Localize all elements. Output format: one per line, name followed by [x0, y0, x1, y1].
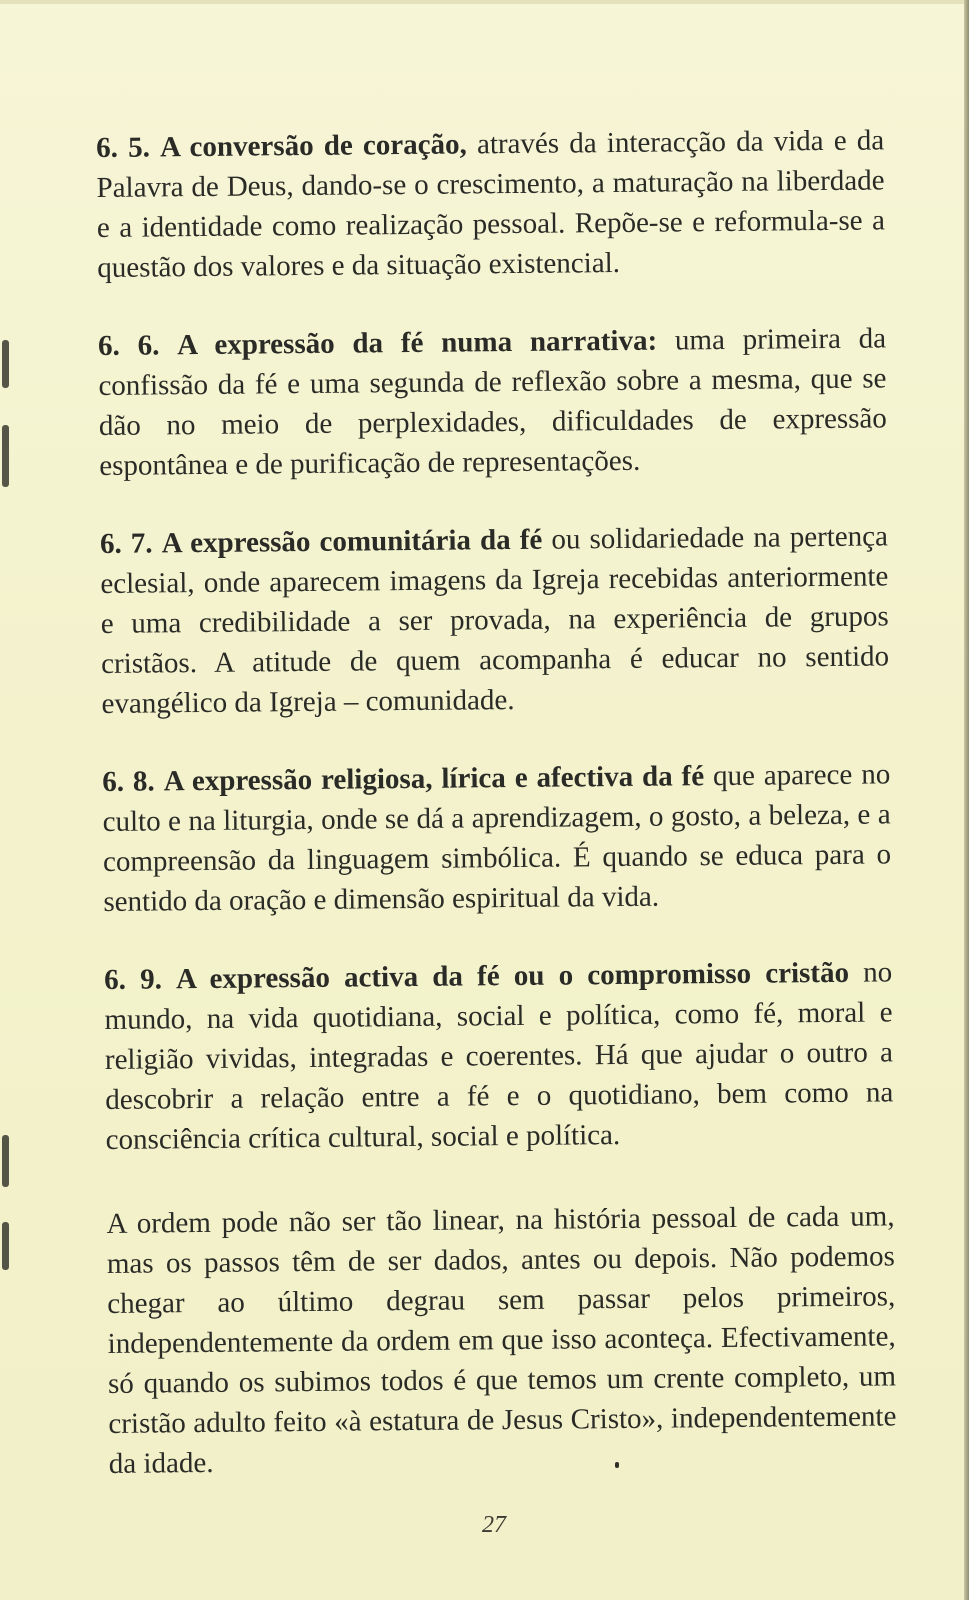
section-text: ou solidariedade na pertença eclesial, onde aparecem imagens da Igreja recebidas anteriormente e uma credibilidade a ser provada, na experiência de grupos cristãos. A atitude de quem acompanha é educar no sentido evangélico da Igreja – comunidade.: [100, 520, 890, 720]
binding-staple-mark: [2, 340, 9, 388]
section-text: uma primeira da confissão da fé e uma segunda de reflexão sobre a mesma, que se dão no meio de perplexidades, dificuldades de expressão espontânea e de purificação de representações.: [98, 322, 887, 482]
section-paragraph: [100, 516, 890, 724]
section-paragraph: [102, 754, 891, 922]
section-heading: A expressão religiosa, lírica e afectiva da fé: [163, 760, 705, 798]
section-heading: A expressão comunitária da fé: [161, 523, 543, 560]
section-text: no mundo, na vida quotidiana, social e política, como fé, moral e religião vividas, integradas e coerentes. Há que ajudar o outro a descobrir a relação entre a fé e o quotidiano, bem como na consciência crítica cultural, social e política.: [104, 956, 894, 1156]
ink-speck: [615, 1462, 619, 1468]
section-paragraph: [96, 120, 885, 288]
section-heading: A conversão de coração,: [159, 128, 467, 164]
section-paragraph: [98, 318, 887, 486]
page-number: 27: [482, 1512, 506, 1538]
page-right-edge: [964, 0, 969, 1600]
section-text: através da interacção da vida e da Palavra de Deus, dando-se o crescimento, a maturação na liberdade e a identidade como realização pessoal. Repõe-se e reformula-se a questão dos valores e da situação existencial.: [96, 124, 886, 284]
section-number: 6. 9.: [104, 963, 163, 996]
section-number: 6. 8.: [102, 765, 155, 798]
page-text-body: [96, 120, 897, 1521]
section-number: 6. 7.: [99, 527, 153, 560]
page-top-edge: [0, 0, 969, 4]
section-heading: A expressão da fé numa narrativa:: [177, 324, 658, 362]
section-paragraph: [104, 952, 894, 1160]
section-heading: A expressão activa da fé ou o compromisso cristão: [175, 956, 850, 996]
section-number: 6. 6.: [97, 329, 160, 362]
section-number: 6. 5.: [96, 131, 151, 164]
closing-paragraph: A ordem pode não ser tão linear, na história pessoal de cada um, mas os passos têm de ser dados, antes ou depois. Não podemos chegar ao último degrau sem passar pelos primeiros, independentemente da ordem em que isso aconteça. Efectivamente, só quando os subimos todos é que temos um crente completo, um cristão adulto feito «à estatura de Jesus Cristo», independentemente da idade.: [106, 1200, 897, 1480]
binding-staple-mark: [2, 1135, 9, 1187]
binding-staple-mark: [2, 425, 9, 487]
binding-staple-mark: [2, 1222, 9, 1270]
section-text: que aparece no culto e na liturgia, onde se dá a aprendizagem, o gosto, a beleza, e a compreensão da linguagem simbólica. É quando se educa para o sentido da oração e dimensão espiritual da vida.: [102, 758, 892, 918]
